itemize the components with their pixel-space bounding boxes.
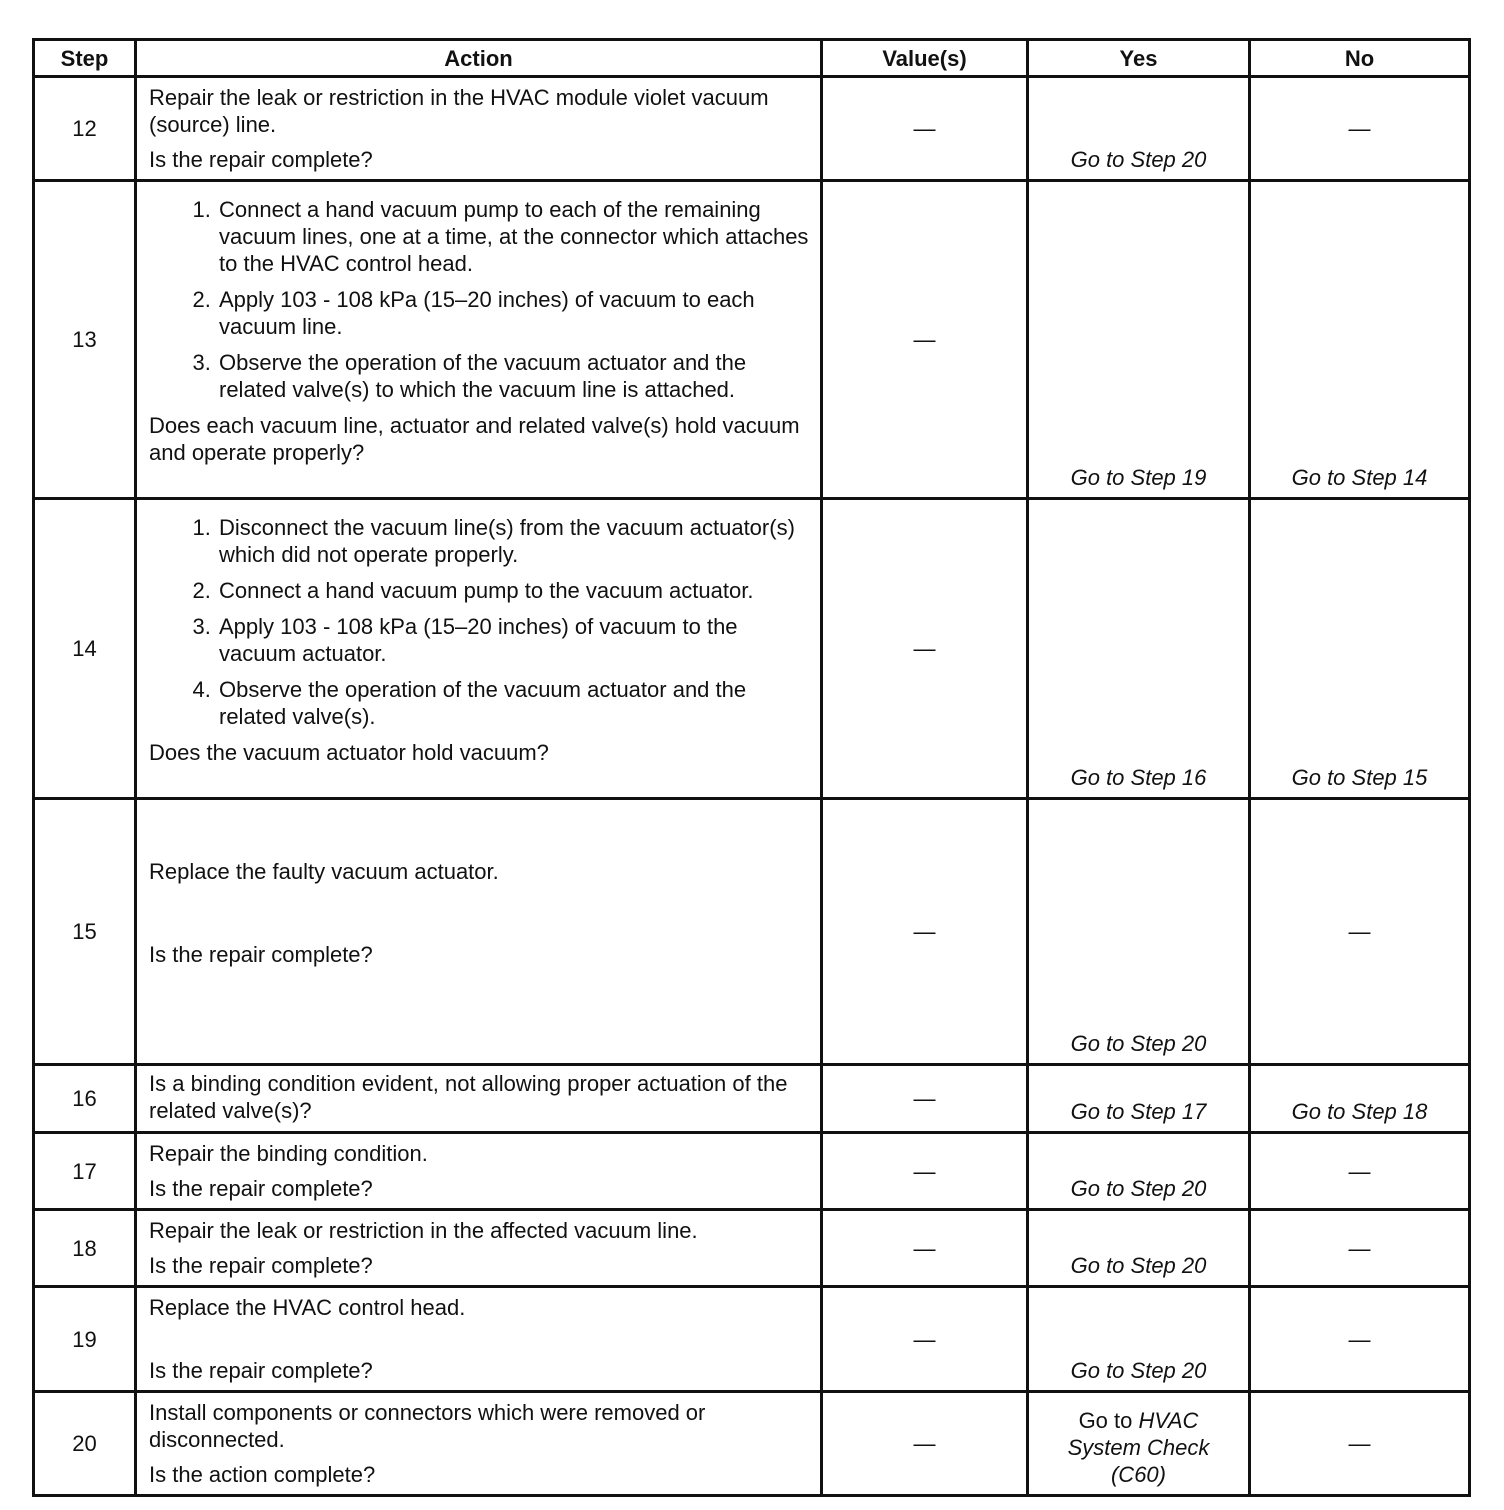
yes-cell: Go to Step 20 [1028, 1287, 1250, 1392]
table-row [34, 1133, 1470, 1210]
action-question: Is the repair complete? [149, 1176, 373, 1201]
header-action: Action [136, 40, 822, 77]
action-step-item: 3. Apply 103 - 108 kPa (15–20 inches) of vacuum to the vacuum actuator. [217, 613, 810, 667]
table-row [34, 77, 1470, 181]
yes-reference: HVAC System Check (C60) [1067, 1408, 1210, 1487]
action-question: Is the repair complete? [149, 1253, 373, 1278]
action-text: Repair the binding condition. [149, 1141, 428, 1166]
action-question: Does each vacuum line, actuator and related valve(s) hold vacuum and operate properly? [149, 413, 800, 465]
value-cell: — [822, 181, 1028, 499]
action-cell [136, 499, 822, 799]
value-cell: — [822, 799, 1028, 1065]
yes-cell: Go to Step 20 [1028, 1210, 1250, 1287]
value-cell: — [822, 1210, 1028, 1287]
step-number: 18 [34, 1210, 136, 1287]
header-yes: Yes [1028, 40, 1250, 77]
step-number: 12 [34, 77, 136, 181]
header-no: No [1250, 40, 1470, 77]
no-cell: — [1250, 1210, 1470, 1287]
action-step-item: 2. Apply 103 - 108 kPa (15–20 inches) of vacuum to each vacuum line. [217, 286, 810, 340]
action-question: Does the vacuum actuator hold vacuum? [149, 740, 549, 765]
action-question: Is the action complete? [149, 1462, 376, 1487]
no-cell: Go to Step 18 [1250, 1065, 1470, 1133]
action-cell [136, 1392, 822, 1496]
action-step-item: 1. Disconnect the vacuum line(s) from the vacuum actuator(s) which did not operate properly. [217, 514, 810, 568]
action-text: Replace the faulty vacuum actuator. [149, 859, 499, 884]
header-step: Step [34, 40, 136, 77]
action-text: Replace the HVAC control head. [149, 1295, 466, 1320]
yes-cell: Go to Step 16 [1028, 499, 1250, 799]
value-cell: — [822, 1065, 1028, 1133]
no-cell: — [1250, 77, 1470, 181]
no-cell: — [1250, 1392, 1470, 1496]
action-steps [149, 196, 810, 403]
step-number: 13 [34, 181, 136, 499]
step-number: 16 [34, 1065, 136, 1133]
action-cell [136, 1287, 822, 1392]
value-cell: — [822, 1392, 1028, 1496]
no-cell: — [1250, 1133, 1470, 1210]
step-number: 14 [34, 499, 136, 799]
diagnostic-table [32, 38, 1471, 1497]
yes-cell: Go to Step 17 [1028, 1065, 1250, 1133]
table-row [34, 1392, 1470, 1496]
action-text: Repair the leak or restriction in the affected vacuum line. [149, 1218, 698, 1243]
step-number: 15 [34, 799, 136, 1065]
action-text: Install components or connectors which were removed or disconnected. [149, 1400, 706, 1452]
yes-cell [1028, 1392, 1250, 1496]
yes-cell: Go to Step 20 [1028, 77, 1250, 181]
no-cell: — [1250, 799, 1470, 1065]
table-row [34, 499, 1470, 799]
action-step-item: 1. Connect a hand vacuum pump to each of the remaining vacuum lines, one at a time, at the connector which attaches to the HVAC control head. [217, 196, 810, 277]
yes-prefix: Go to [1078, 1408, 1133, 1433]
action-text: Is a binding condition evident, not allowing proper actuation of the related valve(s)? [149, 1071, 788, 1123]
action-steps [149, 514, 810, 730]
header-values: Value(s) [822, 40, 1028, 77]
value-cell: — [822, 77, 1028, 181]
action-step-item: 4. Observe the operation of the vacuum actuator and the related valve(s). [217, 676, 810, 730]
action-cell [136, 799, 822, 1065]
table-row [34, 181, 1470, 499]
no-cell: Go to Step 15 [1250, 499, 1470, 799]
action-step-item: 3. Observe the operation of the vacuum actuator and the related valve(s) to which the vacuum line is attached. [217, 349, 810, 403]
step-number: 17 [34, 1133, 136, 1210]
action-text: Repair the leak or restriction in the HVAC module violet vacuum (source) line. [149, 85, 769, 137]
step-number: 19 [34, 1287, 136, 1392]
step-number: 20 [34, 1392, 136, 1496]
table-row [34, 799, 1470, 1065]
value-cell: — [822, 1287, 1028, 1392]
no-cell: Go to Step 14 [1250, 181, 1470, 499]
yes-cell: Go to Step 19 [1028, 181, 1250, 499]
value-cell: — [822, 499, 1028, 799]
action-cell [136, 1210, 822, 1287]
action-cell [136, 1133, 822, 1210]
table-row [34, 1065, 1470, 1133]
action-step-item: 2. Connect a hand vacuum pump to the vacuum actuator. [217, 577, 810, 604]
yes-cell: Go to Step 20 [1028, 1133, 1250, 1210]
action-question: Is the repair complete? [149, 942, 373, 967]
action-cell [136, 1065, 822, 1133]
action-question: Is the repair complete? [149, 147, 373, 172]
table-row [34, 1287, 1470, 1392]
header-row [34, 40, 1470, 77]
no-cell: — [1250, 1287, 1470, 1392]
value-cell: — [822, 1133, 1028, 1210]
table-row [34, 1210, 1470, 1287]
action-cell [136, 181, 822, 499]
action-cell [136, 77, 822, 181]
action-question: Is the repair complete? [149, 1358, 373, 1383]
yes-cell: Go to Step 20 [1028, 799, 1250, 1065]
